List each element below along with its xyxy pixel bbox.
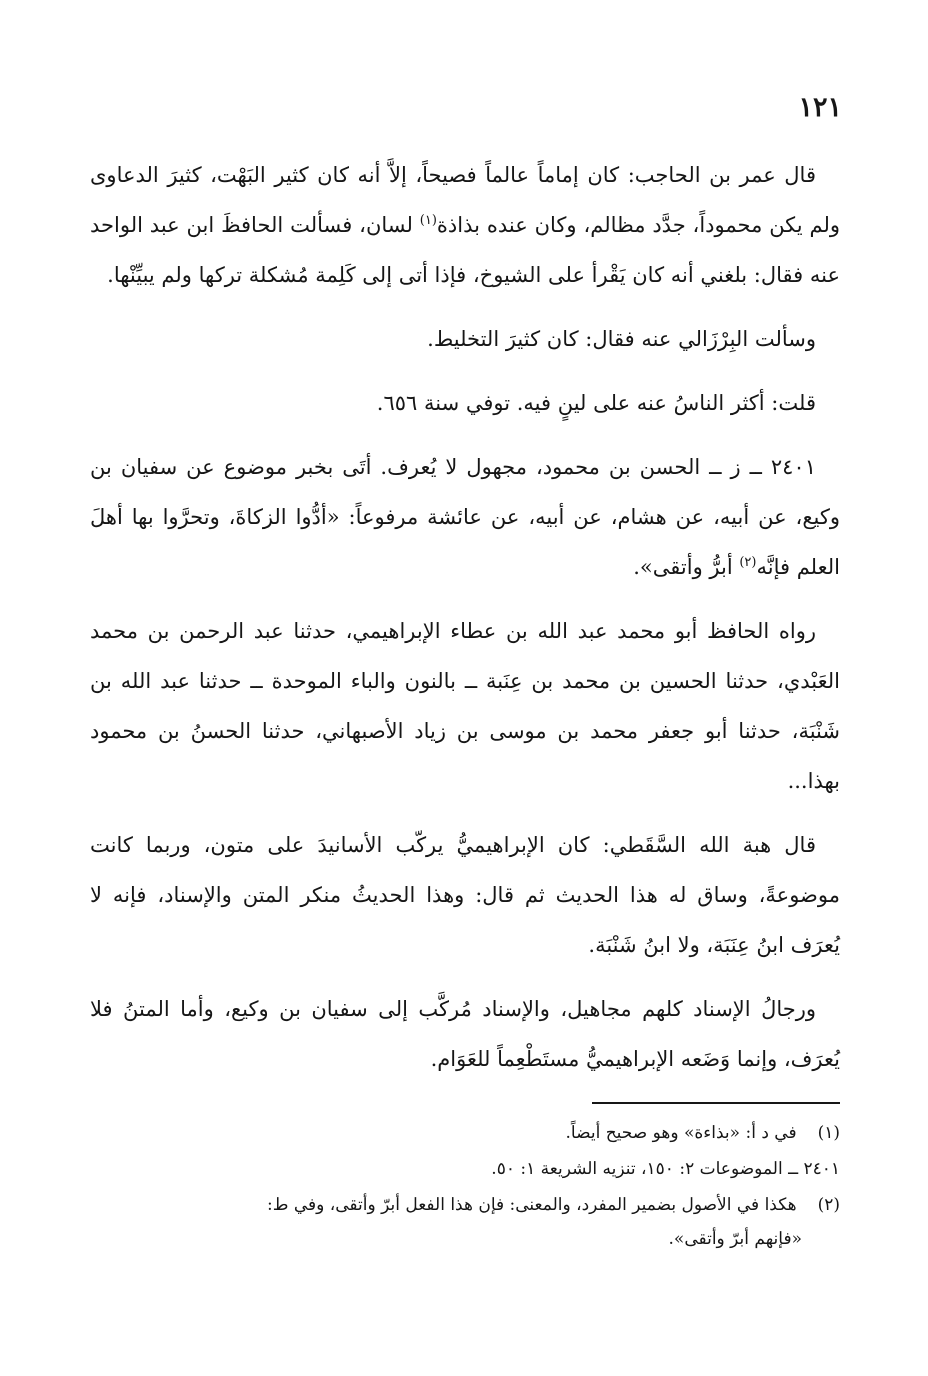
paragraph-text: ورجالُ الإسناد كلهم مجاهيل، والإسناد مُركَّب إلى سفيان بن وكيع، وأما المتنُ فلا يُعرَف، وإنما وَضَعه الإبراهيميُّ مستَطْعِماً للعَوَام.: [90, 997, 840, 1071]
entry-2401: [90, 442, 840, 592]
paragraph-conclusion: [90, 984, 840, 1084]
paragraph-author-note: [90, 378, 840, 428]
footnote-ref: (١): [419, 213, 437, 228]
paragraph-text: وسألت البِرْزَالي عنه فقال: كان كثيرَ التخليط.: [427, 327, 816, 351]
footnote-entry-2401: [90, 1152, 840, 1186]
paragraph-ibn-al-hajib: [90, 150, 840, 300]
paragraph-text: قال هبة الله السَّقَطي: كان الإبراهيميُّ يركّب الأسانيدَ على متون، وربما كانت موضوعةً، وساق له هذا الحديث ثم قال: وهذا الحديثُ منكر المتن والإسناد، فإنه لا يُعرَف ابنُ عِنَبَة، ولا ابنُ شَنْبَة.: [90, 833, 840, 957]
paragraph-saqati: [90, 820, 840, 970]
footnote-1: [90, 1116, 840, 1150]
paragraph-text: أبرُّ وأتقى».: [633, 555, 740, 579]
main-text: [90, 150, 840, 1098]
footnote-marker: (٢): [817, 1195, 840, 1215]
page-number: ١٢١: [798, 92, 842, 123]
footnote-text: الموضوعات ٢: ١٥٠، تنزيه الشريعة ١: ٥٠.: [491, 1159, 783, 1179]
paragraph-text: قال عمر بن الحاجب: كان إماماً عالماً فصيحاً، إلاَّ أنه كان كثير البَهْت، كثيرَ الدعاوى ولم يكن محموداً، جدَّد مظالم، وكان عنده بذاذة: [90, 163, 841, 237]
footnote-ref: (٢): [739, 555, 757, 570]
footnote-2: [90, 1188, 840, 1256]
footnote-marker: ٢٤٠١ ــ: [788, 1159, 840, 1179]
paragraph-text: لسان، فسألت الحافظَ ابن عبد الواحد عنه فقال: بلغني أنه كان يَقْرأ على الشيوخ، فإذا أتى إلى كَلِمة مُشكلة تركها ولم يبيِّنْها.: [90, 213, 840, 287]
footnote-text: في د أ: «بذاءة» وهو صحيح أيضاً.: [565, 1123, 797, 1143]
footnote-marker: (١): [817, 1123, 840, 1143]
footnotes: [90, 1116, 840, 1258]
footnote-text: هكذا في الأصول بضمير المفرد، والمعنى: فإن هذا الفعل أبرّ وأتقى، وفي ط:: [267, 1195, 797, 1215]
paragraph-birzali: [90, 314, 840, 364]
paragraph-isnad: [90, 606, 840, 806]
footnote-divider: [592, 1102, 840, 1104]
paragraph-text: رواه الحافظ أبو محمد عبد الله بن عطاء الإبراهيمي، حدثنا عبد الرحمن بن محمد العَبْدي، حدثنا الحسين بن محمد بن عِنَبة ــ بالنون والباء الموحدة ــ حدثنا عبد الله بن شَنْبَة، حدثنا أبو جعفر محمد بن موسى بن زياد الأصبهاني، حدثنا الحسنُ بن محمود بهذا...: [90, 619, 840, 793]
paragraph-text: قلت: أكثر الناسُ عنه على لينٍ فيه. توفي سنة ٦٥٦.: [376, 391, 816, 415]
paragraph-text: ٢٤٠١ ــ ز ــ الحسن بن محمود، مجهول لا يُعرف. أتَى بخبر موضوع عن سفيان بن وكيع، عن أبيه، عن هشام، عن أبيه، عن عائشة مرفوعاً: «أدُّوا الزكاةَ، وتحرَّوا بها أهلَ العلم فإنَّه: [90, 455, 840, 579]
footnote-continuation: «فإنهم أبرّ وأتقى».: [668, 1229, 802, 1249]
